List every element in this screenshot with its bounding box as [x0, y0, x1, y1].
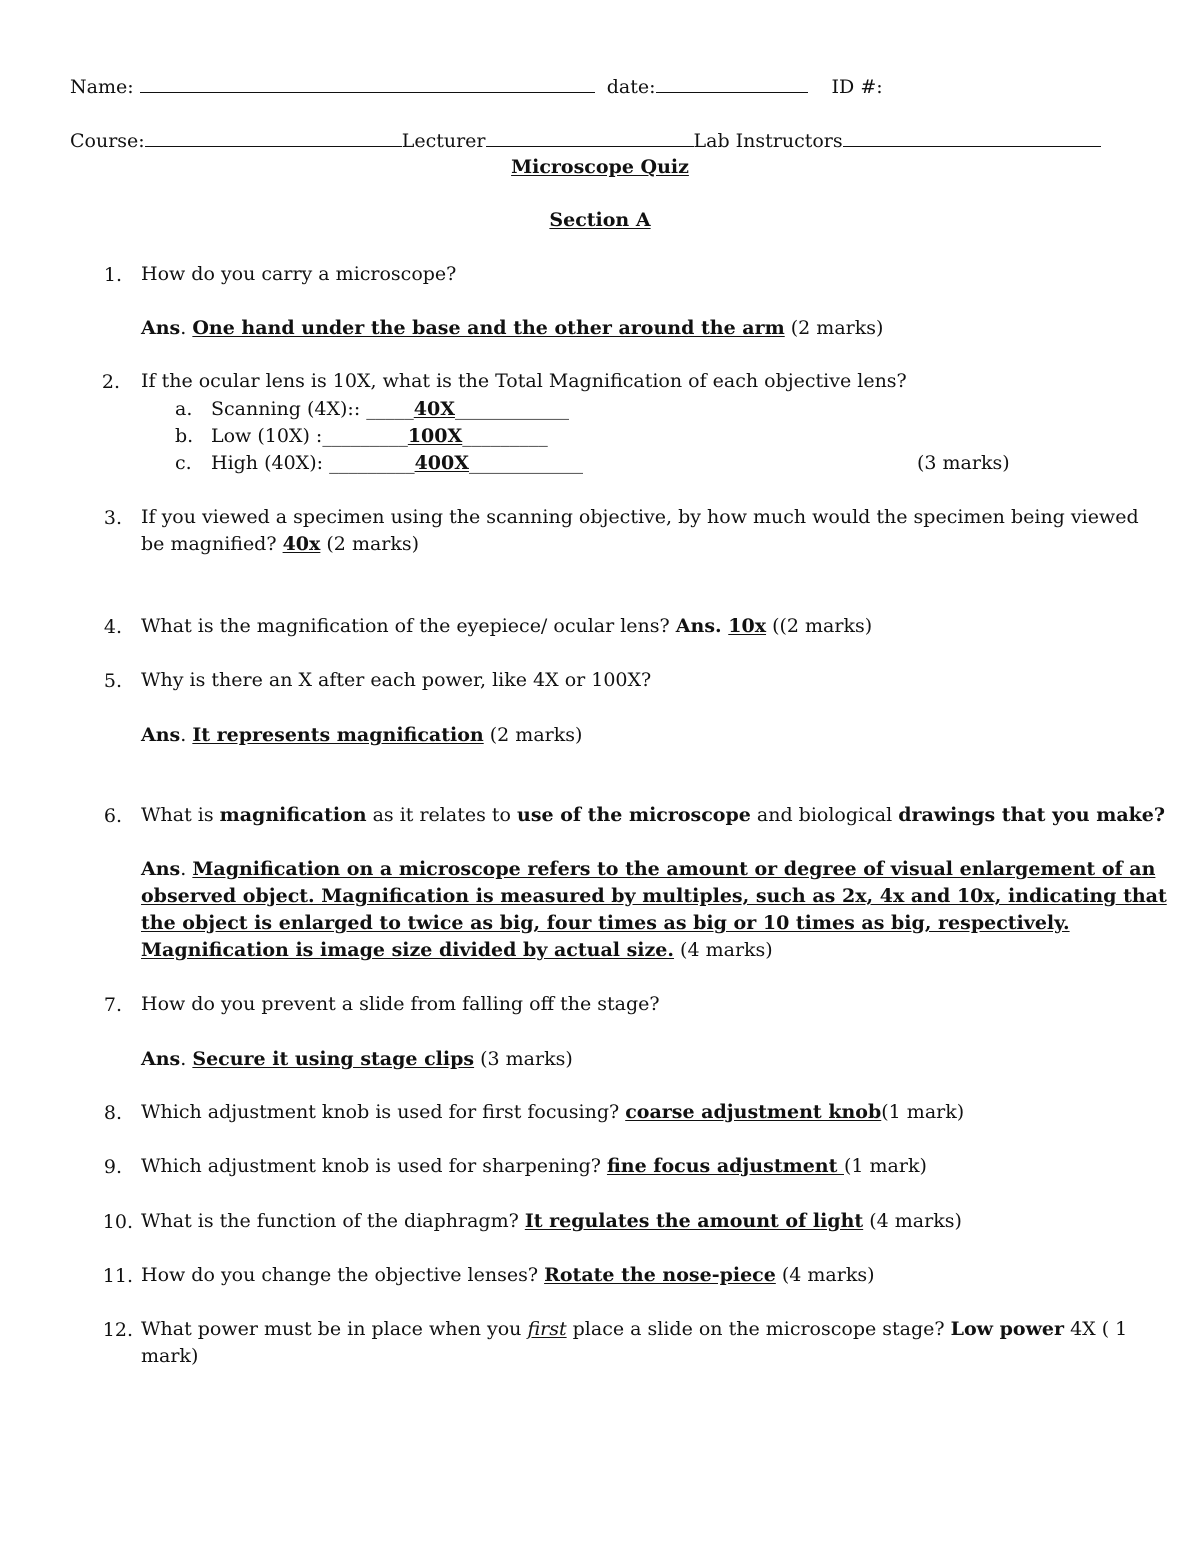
marks: (4 marks)	[863, 1210, 962, 1232]
sub-item-answer: 400X	[414, 452, 469, 474]
question-8	[141, 1099, 964, 1126]
ans-separator: .	[180, 724, 193, 746]
question-12-line2: mark)	[141, 1345, 199, 1367]
answer-text: Magnification is image size divided by actual size.	[141, 939, 675, 961]
fill-blank: _________	[329, 452, 415, 474]
sub-item-text: Scanning (4X)::	[211, 398, 367, 420]
marks: ((2 marks)	[766, 615, 873, 637]
question-number: 1.	[103, 264, 122, 286]
question-emphasis: magnification	[219, 804, 367, 826]
answer-text: Rotate the nose-piece	[544, 1264, 776, 1286]
question-1: How do you carry a microscope?	[141, 263, 457, 285]
answer-6-line3	[141, 910, 1070, 937]
quiz-title: Microscope Quiz	[511, 156, 689, 178]
question-6	[141, 802, 1165, 829]
ans-label: Ans	[141, 724, 181, 746]
marks: (2 marks)	[320, 533, 420, 555]
question-11	[141, 1262, 875, 1289]
marks: (3 marks)	[474, 1048, 573, 1070]
lab-instructors-blank[interactable]	[843, 128, 1101, 147]
question-number: 3.	[103, 507, 122, 529]
answer-text: coarse adjustment knob	[625, 1101, 882, 1123]
ans-separator: .	[180, 858, 193, 880]
question-number: 10.	[102, 1211, 133, 1233]
name-label: Name:	[70, 76, 134, 98]
marks: (4 marks)	[674, 939, 773, 961]
date-blank[interactable]	[656, 74, 808, 93]
question-text: be magnified?	[141, 533, 283, 555]
answer-text: Magnification on a microscope refers to the amount or degree of visual enlargement of an	[192, 858, 1156, 880]
marks: (2 marks)	[483, 724, 583, 746]
sub-item-label: c.	[175, 452, 192, 474]
fill-blank: ____________	[468, 452, 583, 474]
question-text: and biological	[750, 804, 899, 826]
course-label: Course:	[70, 130, 145, 152]
ans-separator: .	[180, 1048, 193, 1070]
sub-item-answer: 40X	[413, 398, 455, 420]
question-number: 11.	[102, 1265, 133, 1287]
course-row	[70, 128, 1101, 153]
sub-item-a	[211, 396, 569, 423]
ans-label: Ans.	[675, 615, 729, 637]
question-text: What is the magnification of the eyepiece/ ocular lens?	[141, 615, 676, 637]
marks: (1 mark)	[881, 1101, 965, 1123]
sub-item-label: b.	[175, 425, 194, 447]
id-label: ID #:	[831, 76, 883, 98]
course-blank[interactable]	[145, 128, 402, 147]
question-number: 7.	[103, 994, 122, 1016]
sub-item-text: High (40X):	[211, 452, 330, 474]
question-7: How do you prevent a slide from falling off the stage?	[141, 993, 660, 1015]
question-text: What is	[141, 804, 220, 826]
question-text: What power must be in place when you	[141, 1318, 528, 1340]
sub-item-c	[211, 450, 583, 477]
date-label: date:	[606, 76, 656, 98]
answer-text: It represents magnification	[192, 724, 484, 746]
ans-label: Ans	[141, 317, 181, 339]
question-emphasis: first	[527, 1318, 567, 1340]
sub-item-b	[211, 423, 548, 450]
quiz-title-row	[0, 155, 1200, 179]
ans-label: Ans	[141, 858, 181, 880]
question-number: 8.	[103, 1102, 122, 1124]
answer-1	[141, 315, 883, 342]
fill-blank: ____________	[454, 398, 569, 420]
question-3-line2	[141, 531, 419, 558]
question-5: Why is there an X after each power, like 4X or 100X?	[141, 669, 652, 691]
answer-text: the object is enlarged to twice as big, four times as big or 10 times as big, respectively.	[141, 912, 1070, 934]
answer-6-line1	[141, 856, 1155, 883]
sub-item-answer: 100X	[407, 425, 463, 447]
lab-instructors-label: Lab Instructors	[693, 130, 843, 152]
question-number: 9.	[103, 1156, 122, 1178]
ans-label: Ans	[141, 1048, 181, 1070]
fill-blank: _____	[366, 398, 414, 420]
question-text: place a slide on the microscope stage?	[566, 1318, 951, 1340]
section-heading: Section A	[549, 209, 651, 231]
question-number: 6.	[103, 805, 122, 827]
answer-5	[141, 722, 582, 749]
answer-text: 10x	[728, 615, 767, 637]
fill-blank: _________	[462, 425, 548, 447]
question-text: Which adjustment knob is used for sharpening?	[141, 1155, 607, 1177]
marks: (1 mark)	[844, 1155, 927, 1177]
answer-7	[141, 1046, 573, 1073]
question-12-line1	[141, 1316, 1127, 1343]
question-2: If the ocular lens is 10X, what is the Total Magnification of each objective lens?	[141, 370, 907, 392]
question-number: 5.	[103, 670, 122, 692]
ans-separator: .	[180, 317, 193, 339]
answer-text: fine focus adjustment	[606, 1155, 844, 1177]
marks: (3 marks)	[917, 452, 1010, 474]
question-10	[141, 1208, 962, 1235]
answer-6-line2	[141, 883, 1167, 910]
question-4	[141, 613, 872, 640]
answer-text: 40x	[282, 533, 321, 555]
question-emphasis: use of the microscope	[517, 804, 751, 826]
name-blank[interactable]	[140, 74, 595, 93]
question-emphasis: drawings that you make?	[898, 804, 1166, 826]
answer-text: One hand under the base and the other around the arm	[192, 317, 785, 339]
question-number: 12.	[102, 1319, 133, 1341]
lecturer-blank[interactable]	[486, 128, 694, 147]
question-text: as it relates to	[366, 804, 517, 826]
answer-text: Low power	[950, 1318, 1065, 1340]
marks: (2 marks)	[784, 317, 884, 339]
section-heading-row	[0, 208, 1200, 232]
answer-6-line4	[141, 937, 773, 964]
question-text: What is the function of the diaphragm?	[141, 1210, 525, 1232]
question-text: Which adjustment knob is used for first focusing?	[141, 1101, 626, 1123]
question-3-line1: If you viewed a specimen using the scanning objective, by how much would the specimen being viewed	[141, 506, 1139, 528]
question-number: 4.	[103, 616, 122, 638]
question-text: 4X ( 1	[1064, 1318, 1128, 1340]
marks: (4 marks)	[775, 1264, 875, 1286]
question-number: 2.	[101, 371, 120, 393]
name-row	[70, 74, 883, 99]
answer-text: observed object. Magnification is measured by multiples, such as 2x, 4x and 10x, indicating that	[141, 885, 1167, 907]
sub-item-text: Low (10X) :	[211, 425, 323, 447]
sub-item-label: a.	[175, 398, 193, 420]
lecturer-label: Lecturer	[401, 130, 486, 152]
answer-text: It regulates the amount of light	[524, 1210, 864, 1232]
question-9	[141, 1153, 927, 1180]
answer-text: Secure it using stage clips	[192, 1048, 475, 1070]
question-text: How do you change the objective lenses?	[141, 1264, 545, 1286]
fill-blank: _________	[322, 425, 408, 447]
